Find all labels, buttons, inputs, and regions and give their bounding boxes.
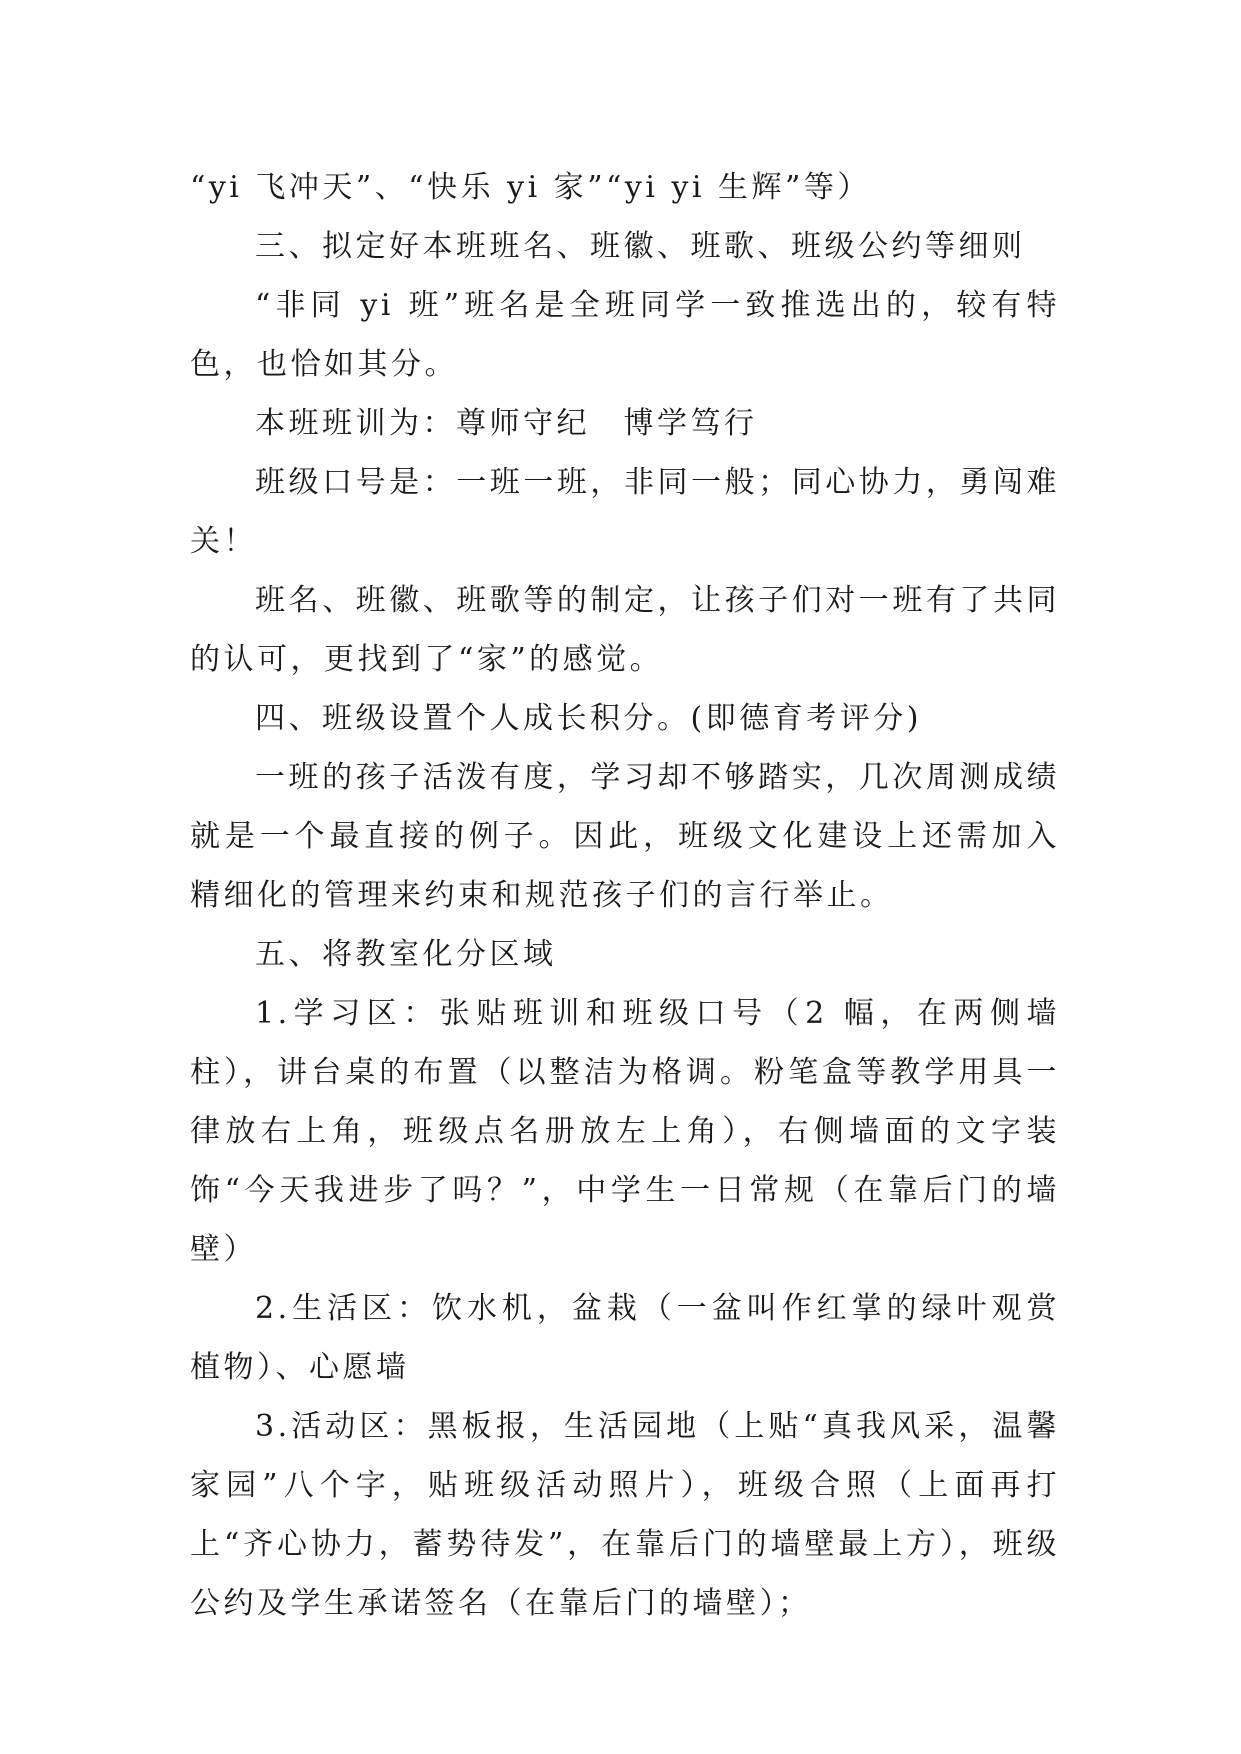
paragraph-class-slogan: 班级口号是：一班一班，非同一般；同心协力，勇闯难关！: [190, 465, 1060, 559]
paragraph-class-identity: 班名、班徽、班歌等的制定，让孩子们对一班有了共同的认可，更找到了“家”的感觉。: [190, 583, 1060, 677]
paragraph-study-area: 1.学习区：张贴班训和班级口号（2 幅，在两侧墙柱），讲台桌的布置（以整洁为格调。粉笔盒等教学用具一律放右上角，班级点名册放左上角），右侧墙面的文字装饰“今天我进步了吗？”，中学生一日常规（在靠后门的墙壁）: [190, 996, 1060, 1267]
paragraph-class-motto: 本班班训为：尊师守纪 博学笃行: [255, 406, 758, 441]
document-body: [190, 158, 1060, 1633]
heading-section-5: 五、将教室化分区域: [255, 937, 557, 972]
paragraph-activity-area: 3.活动区：黑板报，生活园地（上贴“真我风采，温馨家园”八个字，贴班级活动照片），班级合照（上面再打上“齐心协力，蓄势待发”，在靠后门的墙壁最上方），班级公约及学生承诺签名（在靠后门的墙壁）；: [190, 1409, 1060, 1621]
paragraph-class-name: “非同 yi 班”班名是全班同学一致推选出的，较有特色，也恰如其分。: [190, 288, 1060, 382]
paragraph-management: 一班的孩子活泼有度，学习却不够踏实，几次周测成绩就是一个最直接的例子。因此，班级文化建设上还需加入精细化的管理来约束和规范孩子们的言行举止。: [190, 760, 1060, 913]
paragraph-slogans: “yi 飞冲天”、“快乐 yi 家”“yi yi 生辉”等）: [190, 170, 871, 205]
paragraph-living-area: 2.生活区：饮水机，盆栽（一盆叫作红掌的绿叶观赏植物）、心愿墙: [190, 1291, 1060, 1385]
heading-section-4: 四、班级设置个人成长积分。(即德育考评分): [255, 701, 922, 736]
heading-section-3: 三、拟定好本班班名、班徽、班歌、班级公约等细则: [255, 229, 1026, 264]
